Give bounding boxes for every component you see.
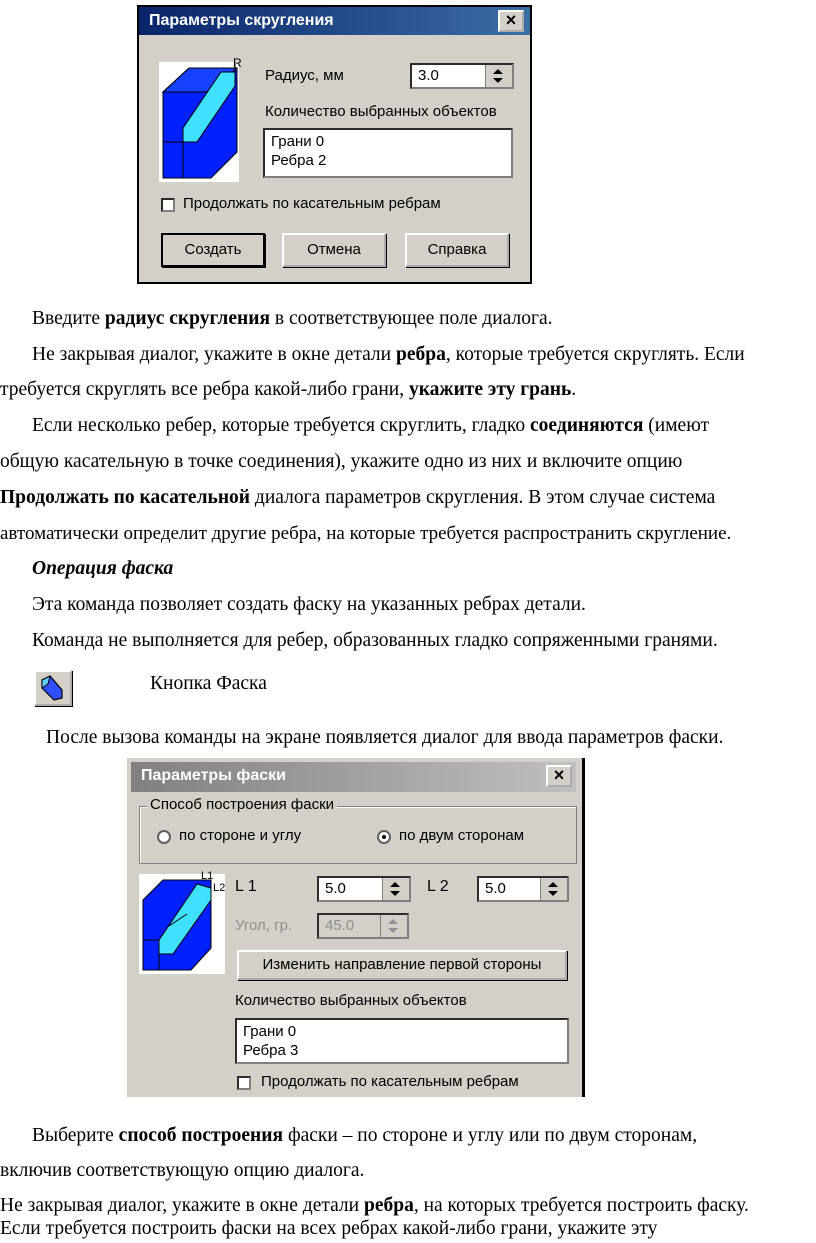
tangent-checkbox[interactable] <box>161 198 175 212</box>
paragraph <box>0 1195 816 1217</box>
text-run: Введите <box>32 308 105 329</box>
paragraph <box>0 487 816 509</box>
text-run: фаски – по стороне и углу или по двум сторонам, <box>283 1125 698 1146</box>
fillet-dialog-title: Параметры скругления <box>149 12 334 29</box>
radio-two-sides[interactable] <box>377 830 391 844</box>
cancel-button[interactable]: Отмена <box>282 233 386 267</box>
create-button[interactable]: Создать <box>161 233 265 267</box>
fillet-dialog <box>137 5 532 284</box>
l2-label: L 2 <box>427 878 449 895</box>
paragraph: автоматически определит другие ребра, на которые требуется распространить скругление. <box>0 523 732 544</box>
chamfer-dialog-titlebar[interactable] <box>131 762 576 792</box>
radio-side-angle[interactable] <box>157 830 171 844</box>
bold-run: ребра <box>395 344 446 365</box>
angle-label: Угол, гр. <box>235 917 293 934</box>
tangent-checkbox[interactable] <box>237 1076 251 1090</box>
bold-run: ребра <box>363 1195 414 1216</box>
list-item: Грани 0 <box>243 1023 297 1040</box>
l2-value[interactable]: 5.0 <box>485 880 506 897</box>
paragraph <box>0 308 816 330</box>
section-heading <box>0 558 816 580</box>
paragraph: Эта команда позволяет создать фаску на указанных ребрах детали. <box>32 594 586 615</box>
fillet-dialog-titlebar[interactable] <box>139 7 530 35</box>
paragraph: Команда не выполняется для ребер, образованных гладко сопряженными гранями. <box>32 630 718 651</box>
l1-label: L 1 <box>235 878 257 895</box>
text-run: , на которых требуется построить фаску. <box>413 1195 749 1216</box>
chamfer-dialog <box>127 758 585 1097</box>
bold-run: способ построения <box>118 1125 284 1146</box>
chamfer-icon <box>36 672 70 704</box>
text-run: Не закрывая диалог, укажите в окне детали <box>32 344 396 365</box>
bold-run: Продолжать по касательной <box>0 487 251 508</box>
paragraph <box>0 1125 816 1147</box>
text-run: (имеют <box>643 415 710 436</box>
text-run: . <box>571 379 577 400</box>
method-group-title: Способ построения фаски <box>147 796 337 813</box>
bold-run: радиус скругления <box>104 308 270 329</box>
chamfer-dialog-title: Параметры фаски <box>141 767 286 784</box>
bold-run: укажите эту грань <box>408 379 572 400</box>
l1-value[interactable]: 5.0 <box>325 880 346 897</box>
selected-count-label: Количество выбранных объектов <box>235 992 467 1009</box>
selected-count-label: Количество выбранных объектов <box>265 103 497 120</box>
fillet-image-r-label: R <box>233 56 242 70</box>
selected-objects-list[interactable] <box>263 128 513 178</box>
bold-run: соединяются <box>530 415 644 436</box>
text-run: требуется скруглять все ребра какой-либо грани, <box>0 379 409 400</box>
change-direction-button[interactable]: Изменить направление первой стороны <box>237 950 567 980</box>
text-run: Выберите <box>32 1125 119 1146</box>
paragraph: включив соответствующую опцию диалога. <box>0 1160 365 1181</box>
selected-objects-list[interactable] <box>235 1018 569 1064</box>
list-item: Ребра 3 <box>243 1042 299 1059</box>
paragraph: Если требуется построить фаски на всех ребрах какой-либо грани, укажите эту <box>0 1218 658 1239</box>
button-caption: Кнопка Фаска <box>150 673 267 694</box>
fillet-preview-image <box>159 56 242 182</box>
radius-value[interactable]: 3.0 <box>418 67 439 84</box>
paragraph <box>0 379 816 401</box>
fillet-part-icon <box>159 62 239 182</box>
chamfer-toolbar-button[interactable] <box>34 670 72 706</box>
stepper-arrows-icon[interactable] <box>382 878 409 900</box>
close-icon[interactable]: × <box>546 765 572 787</box>
chamfer-preview-image <box>139 870 226 974</box>
help-button[interactable]: Справка <box>405 233 509 267</box>
radio-two-sides-label: по двум сторонам <box>399 827 525 844</box>
tangent-label: Продолжать по касательным ребрам <box>261 1073 519 1090</box>
angle-value: 45.0 <box>325 917 355 934</box>
close-icon[interactable]: × <box>498 10 524 32</box>
l2-stepper[interactable] <box>477 876 569 902</box>
l1-stepper[interactable] <box>317 876 411 902</box>
text-run: диалога параметров скругления. В этом случае система <box>250 487 716 508</box>
text-run: , которые требуется скруглять. Если <box>445 344 745 365</box>
list-item: Грани 0 <box>271 133 325 150</box>
radius-label: Радиус, мм <box>265 67 344 84</box>
stepper-arrows-icon <box>380 915 407 937</box>
text-run: Если несколько ребер, которые требуется скруглить, гладко <box>32 415 531 436</box>
radio-side-angle-label: по стороне и углу <box>179 827 302 844</box>
text-run: в соответствующее поле диалога. <box>270 308 553 329</box>
paragraph: общую касательную в точке соединения), укажите одно из них и включите опцию <box>0 451 683 472</box>
angle-stepper <box>317 913 409 939</box>
text-run: Не закрывая диалог, укажите в окне детали <box>0 1195 364 1216</box>
stepper-arrows-icon[interactable] <box>485 65 512 87</box>
list-item: Ребра 2 <box>271 152 327 169</box>
chamfer-image-l1-label: L1 <box>201 870 214 882</box>
paragraph: После вызова команды на экране появляется диалог для ввода параметров фаски. <box>46 727 724 748</box>
heading-text: Операция фаска <box>32 558 174 579</box>
paragraph <box>0 344 816 366</box>
radius-stepper[interactable] <box>410 63 514 89</box>
stepper-arrows-icon[interactable] <box>540 878 567 900</box>
chamfer-image-l2-label: L2 <box>213 882 226 894</box>
tangent-label: Продолжать по касательным ребрам <box>183 195 441 212</box>
paragraph <box>0 415 816 437</box>
